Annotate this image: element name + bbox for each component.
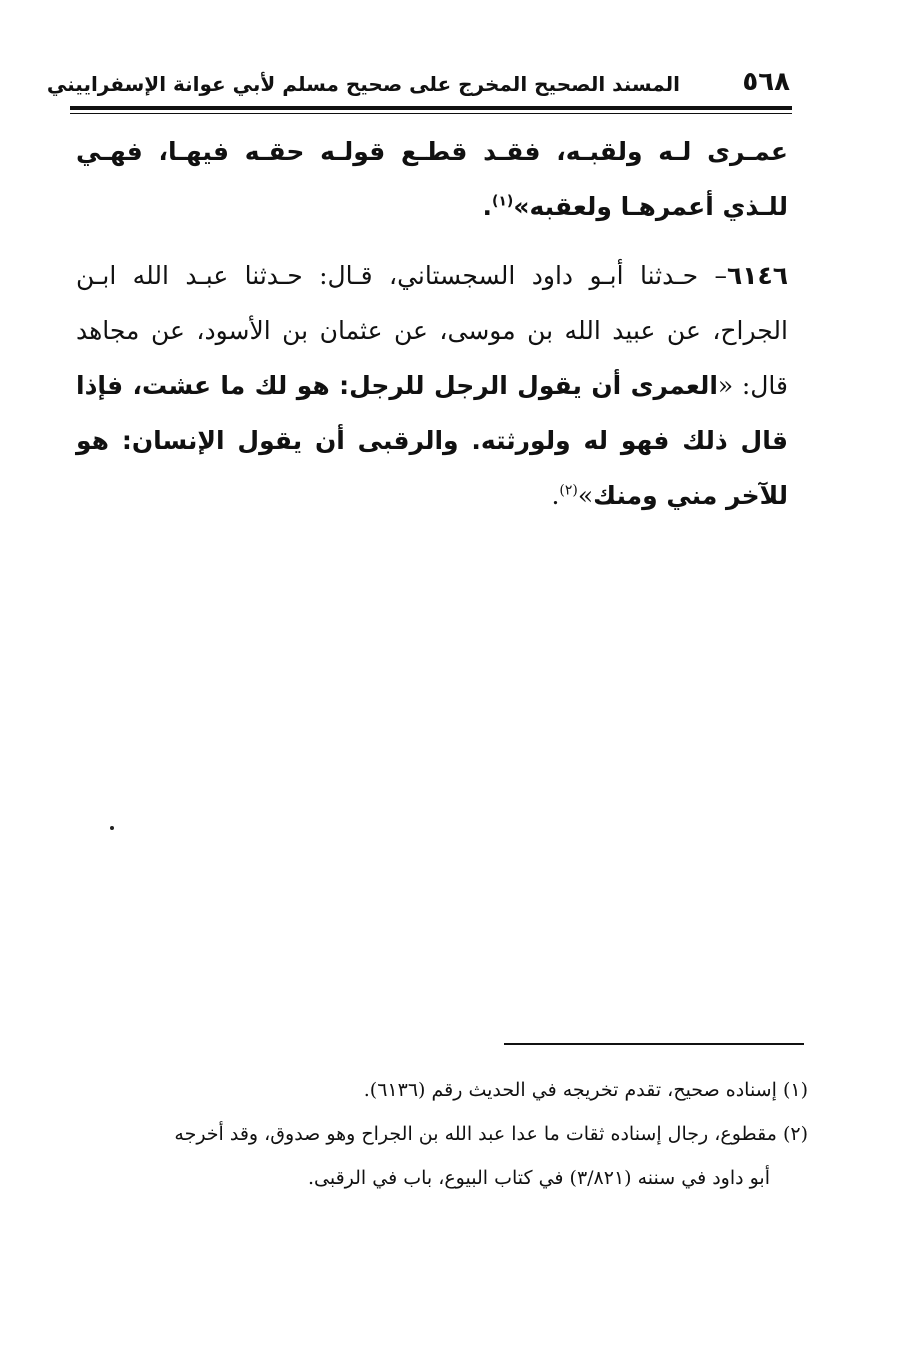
hadith-close-quote: » xyxy=(577,481,594,510)
footnote-ref-1: (١) xyxy=(491,193,514,210)
hadith-paragraph xyxy=(76,248,788,523)
footnote-label: (٢) xyxy=(782,1123,808,1145)
footnote-1 xyxy=(96,1068,808,1112)
footnote-text: إسناده صحيح، تقدم تخريجه في الحديث رقم (٦١٣٦). xyxy=(363,1079,777,1101)
stray-dot xyxy=(110,826,114,830)
header-rule-thick xyxy=(70,106,792,110)
header-rule-thin xyxy=(70,113,792,114)
hadith-end: . xyxy=(551,481,560,510)
page-number: ٥٦٨ xyxy=(742,67,790,97)
paragraph-end: . xyxy=(482,192,492,221)
running-title: المسند الصحيح المخرج على صحيح مسلم لأبي عوانة الإسفراييني xyxy=(46,72,680,96)
footnotes xyxy=(96,1068,808,1200)
hadith-number: ٦١٤٦ xyxy=(726,261,788,290)
footnote-separator xyxy=(504,1043,804,1045)
footnote-2 xyxy=(96,1112,808,1156)
footnote-ref-2: (٢) xyxy=(559,482,578,499)
hadith-text: العمرى أن يقول الرجل للرجل: هو لك ما عشت، فإذا قال ذلك فهو له ولورثته. والرقبى أن يقول الإنسان: هو للآخر مني ومنك xyxy=(76,371,788,510)
paragraph-text: عمـرى لـه ولقبـه، فقـد قطـع قولـه حقـه فيهـا، فهـي للـذي أعمرهـا ولعقبه» xyxy=(76,137,788,221)
footnote-label: (١) xyxy=(782,1079,808,1101)
paragraph-continuation xyxy=(76,124,788,234)
page-header xyxy=(46,64,790,104)
hadith-chain: – حـدثنا أبـو داود السجستاني، قـال: حـدثنا عبـد الله ابـن الجراح، عن عبيد الله بن موسى، عن عثمان بن الأسود، عن مجاهد قال: « xyxy=(76,261,788,400)
main-text xyxy=(76,124,788,523)
footnote-text: مقطوع، رجال إسناده ثقات ما عدا عبد الله بن الجراح وهو صدوق، وقد أخرجه xyxy=(174,1123,777,1145)
footnote-2-continuation: أبو داود في سننه (٣/٨٢١) في كتاب البيوع، باب في الرقبى. xyxy=(307,1167,770,1189)
